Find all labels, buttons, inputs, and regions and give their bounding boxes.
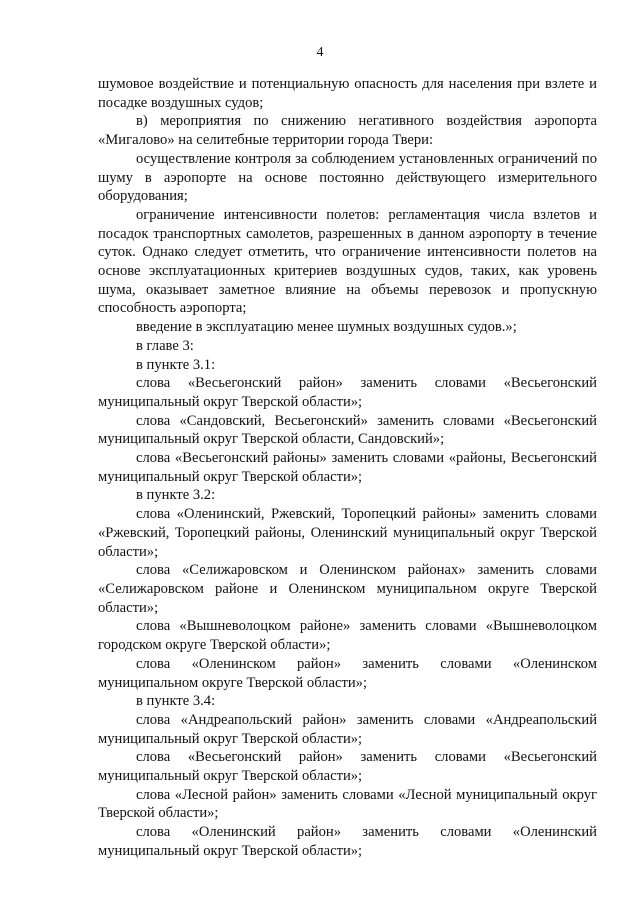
paragraph: в главе 3: [136,337,194,354]
paragraph: в пункте 3.4: [136,693,216,710]
paragraph: слова «Вышневолоцком районе» заменить словами «Вышневолоцком городском округе Тверской области»; [98,618,597,654]
page-number: 4 [316,45,324,60]
paragraph: слова «Весьегонский район» заменить словами «Весьегонский муниципальный округ Тверской области»; [98,749,597,785]
paragraph: слова «Сандовский, Весьегонский» заменить словами «Весьегонский муниципальный округ Тверской области, Сандовский»; [98,412,597,448]
paragraph: ограничение интенсивности полетов: регламентация числа взлетов и посадок транспортных самолетов, разрешенных в данном аэропорту в течение суток. Однако следует отметить, что ограничение интенсивности полетов на основе эксплуатационных критериев воздушных судов, таких, как уровень шума, оказывает заметное влияние на объемы перевозок и пропускную способность аэропорта; [98,206,597,317]
paragraph: слова «Лесной район» заменить словами «Лесной муниципальный округ Тверской области»; [98,786,597,822]
paragraph: в) мероприятия по снижению негативного воздействия аэропорта «Мигалово» на селитебные территории города Твери: [98,113,597,149]
paragraph: в пункте 3.2: [136,487,216,504]
paragraph: введение в эксплуатацию менее шумных воздушных судов.»; [136,319,517,336]
paragraph: шумовое воздействие и потенциальную опасность для населения при взлете и посадке воздушных судов; [98,76,597,111]
paragraph: слова «Оленинский район» заменить словами «Оленинский муниципальный округ Тверской области»; [98,824,597,859]
paragraph: слова «Андреапольский район» заменить словами «Андреапольский муниципальный округ Тверской области»; [98,711,597,747]
document-body [98,75,597,861]
paragraph: слова «Оленинском район» заменить словами «Оленинском муниципальном округе Тверской области»; [98,655,597,691]
paragraph: слова «Селижаровском и Оленинском районах» заменить словами «Селижаровском районе и Оленинском муниципальном округе Тверской области»; [98,562,597,616]
paragraph: осуществление контроля за соблюдением установленных ограничений по шуму в аэропорте на основе постоянно действующего измерительного оборудования; [98,150,597,205]
paragraph: слова «Весьегонский районы» заменить словами «районы, Весьегонский муниципальный округ Тверской области»; [98,450,597,485]
paragraph: слова «Весьегонский район» заменить словами «Весьегонский муниципальный округ Тверской области»; [98,375,597,410]
paragraph: в пункте 3.1: [136,356,216,373]
paragraph: слова «Оленинский, Ржевский, Торопецкий районы» заменить словами «Ржевский, Торопецкий районы, Оленинский муниципальный округ Тверской области»; [98,506,597,560]
